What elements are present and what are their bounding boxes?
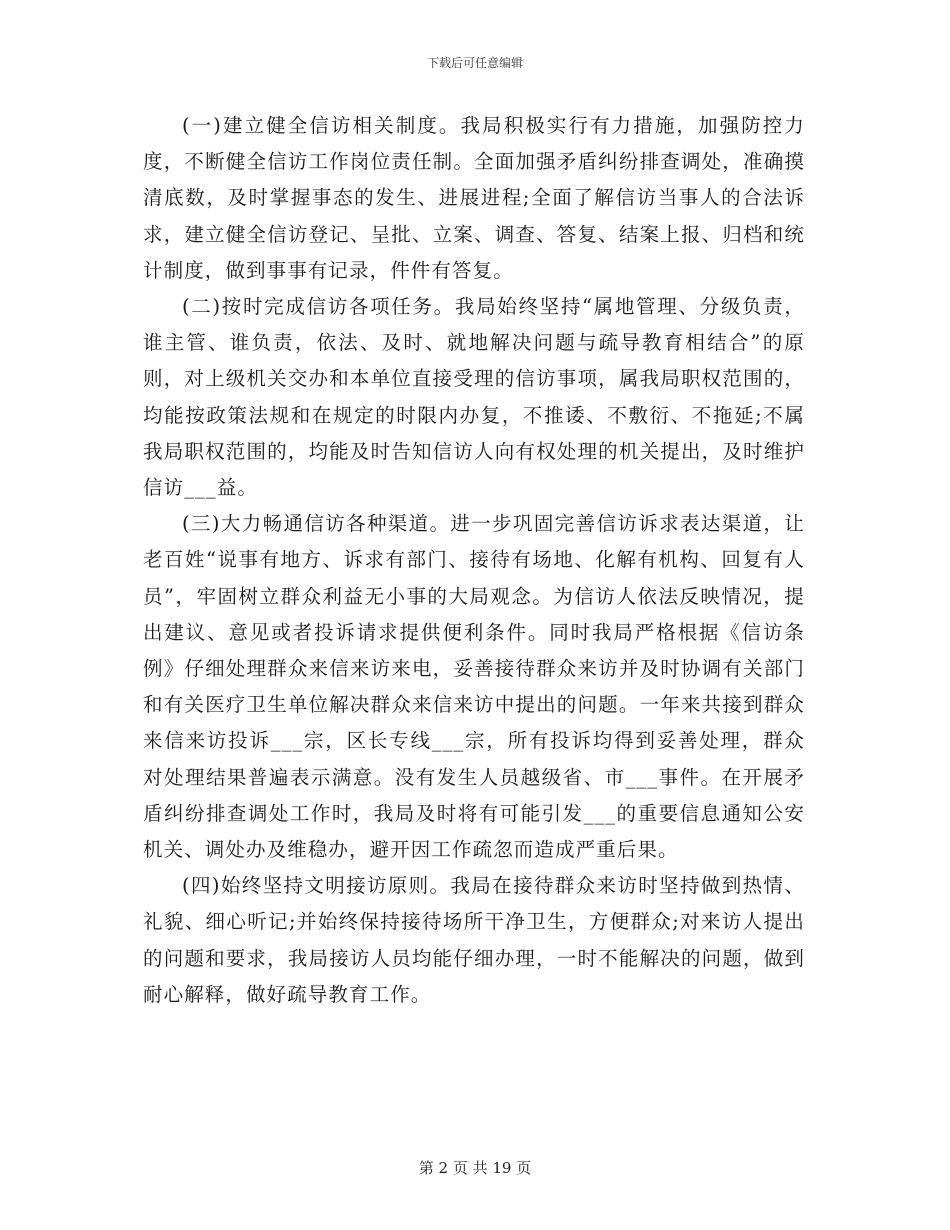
paragraph-3: (三)大力畅通信访各种渠道。进一步巩固完善信访诉求表达渠道，让老百姓“说事有地方、诉求有部门、接待有场地、化解有机构、回复有人员”，牢固树立群众利益无小事的大局观念。为信访人依法反映情况，提出建议、意见或者投诉请求提供便利条件。同时我局严格根据《信访条例》仔细处理群众来信来访来电，妥善接待群众来访并及时协调有关部门和有关医疗卫生单位解决群众来信来访中提出的问题。一年来共接到群众来信来访投诉___宗，区长专线___宗，所有投诉均得到妥善处理，群众对处理结果普遍表示满意。没有发生人员越级省、市___事件。在开展矛盾纠纷排查调处工作时，我局及时将有可能引发___的重要信息通知公安机关、调处办及维稳办，避开因工作疏忽而造成严重后果。 — [143, 512, 805, 862]
paragraph-4: (四)始终坚持文明接访原则。我局在接待群众来访时坚持做到热情、礼貌、细心听记;并始终保持接待场所干净卫生，方便群众;对来访人提出的问题和要求，我局接访人员均能仔细办理，一时不能解决的问题，做到耐心解释，做好疏导教育工作。 — [143, 874, 805, 1006]
page-header: 下载后可任意编辑 — [426, 56, 523, 70]
paragraph-1: (一)建立健全信访相关制度。我局积极实行有力措施，加强防控力度，不断健全信访工作岗位责任制。全面加强矛盾纠纷排查调处，准确摸清底数，及时掌握事态的发生、进展进程;全面了解信访当事人的合法诉求，建立健全信访登记、呈批、立案、调查、答复、结案上报、归档和统计制度，做到事事有记录，件件有答复。 — [143, 114, 805, 282]
paragraph-2: (二)按时完成信访各项任务。我局始终坚持“属地管理、分级负责，谁主管、谁负责，依法、及时、就地解决问题与疏导教育相结合”的原则，对上级机关交办和本单位直接受理的信访事项，属我局职权范围的，均能按政策法规和在规定的时限内办复，不推诿、不敷衍、不拖延;不属我局职权范围的，均能及时告知信访人向有权处理的机关提出，及时维护信访___益。 — [143, 295, 805, 500]
document-body — [143, 108, 805, 1013]
page-footer: 第 2 页 共 19 页 — [418, 1159, 532, 1177]
